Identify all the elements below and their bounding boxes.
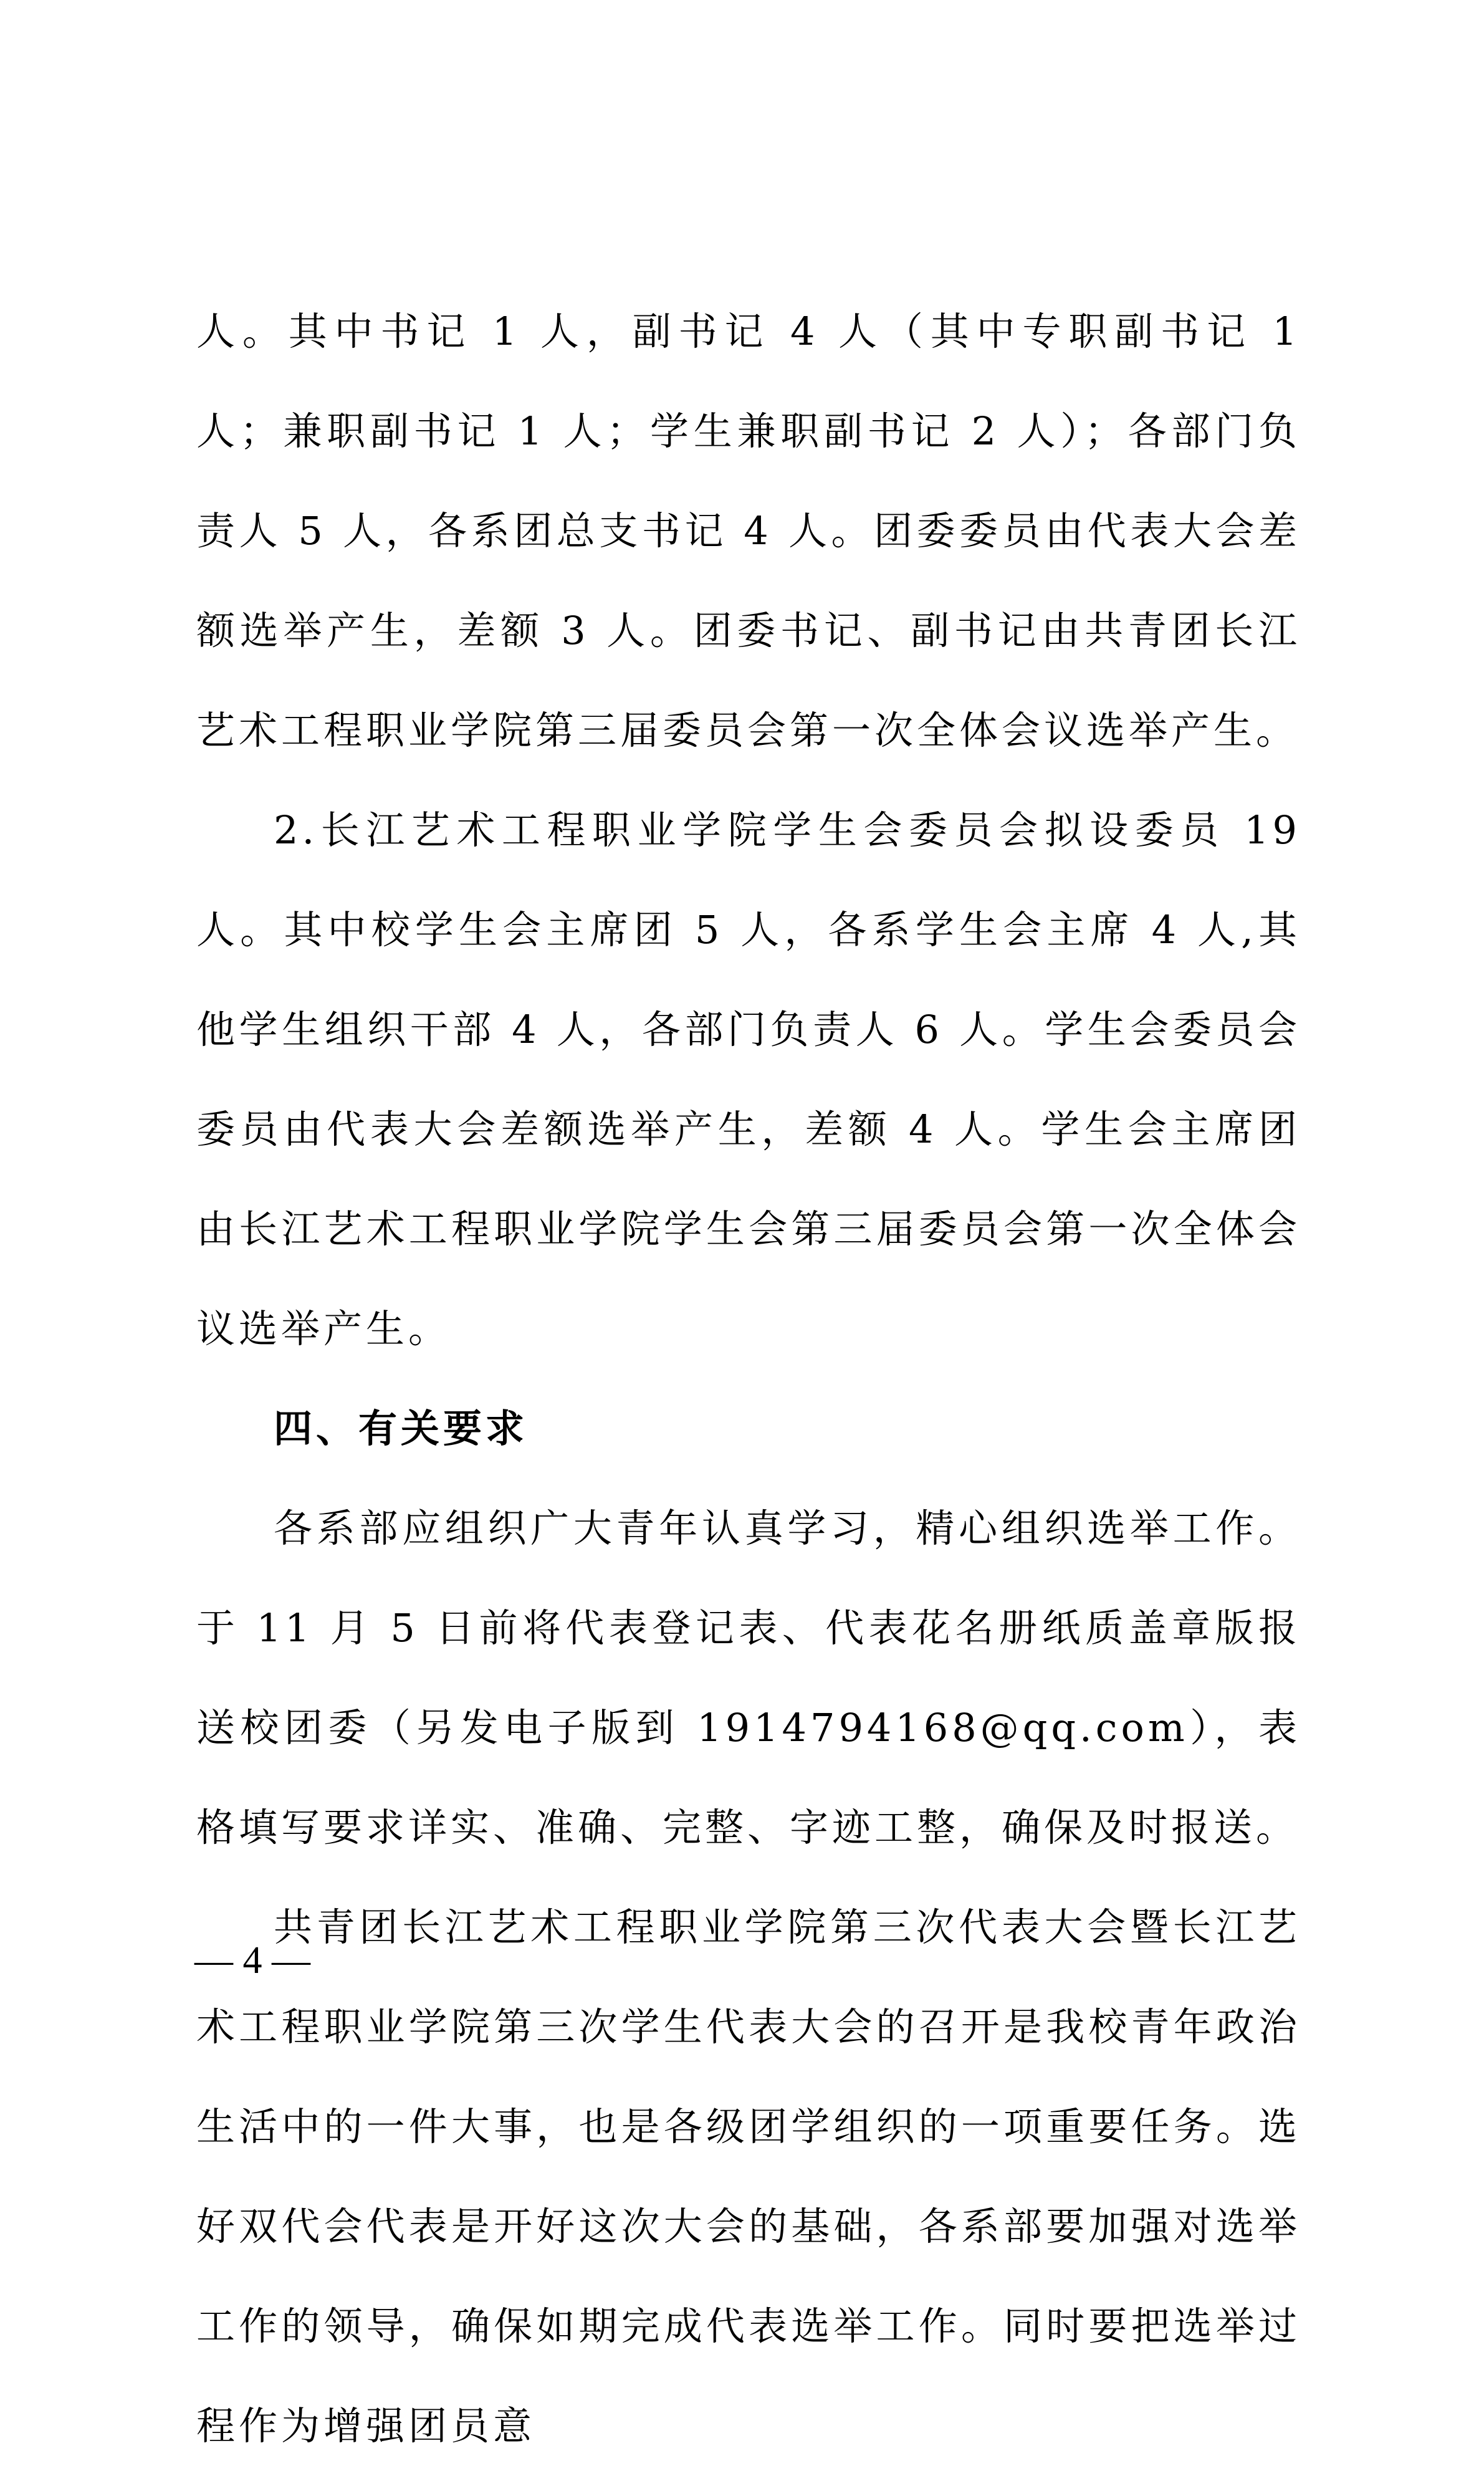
section-heading-requirements: 四、有关要求 xyxy=(274,1406,529,1451)
page-number: — 4 — xyxy=(194,1939,310,1982)
paragraph-congress-significance: 共青团长江艺术工程职业学院第三次代表大会暨长江艺术工程职业学院第三次学生代表大会的召开是我校青年政治生活中的一件大事，也是各级团学组织的一项重要任务。选好双代会代表是开好这次大会的基础，各系部要加强对选举工作的领导，确保如期完成代表选举工作。同时要把选举过程作为增强团员意 xyxy=(196,1904,1301,2449)
paragraph-committee-composition: 人。其中书记 1 人，副书记 4 人（其中专职副书记 1 人；兼职副书记 1 人；学生兼职副书记 2 人）；各部门负责人 5 人，各系团总支书记 4 人。团委委员由代表大会差额选举产生，差额 3 人。团委书记、副书记由共青团长江艺术工程职业学院第三届委员会第一次全体会议选举产生。 xyxy=(196,309,1301,753)
document-body xyxy=(196,282,1301,2476)
paragraph-submission-requirements: 各系部应组织广大青年认真学习，精心组织选举工作。于 11 月 5 日前将代表登记表、代表花名册纸质盖章版报送校团委（另发电子版到 1914794168@qq.com），表格填写要求详实、准确、完整、字迹工整，确保及时报送。 xyxy=(196,1505,1301,1850)
paragraph-student-union: 2.长江艺术工程职业学院学生会委员会拟设委员 19 人。其中校学生会主席团 5 人，各系学生会主席 4 人,其他学生组织干部 4 人，各部门负责人 6 人。学生会委员会委员由代表大会差额选举产生，差额 4 人。学生会主席团由长江艺术工程职业学院学生会第三届委员会第一次全体会议选举产生。 xyxy=(196,807,1301,1351)
